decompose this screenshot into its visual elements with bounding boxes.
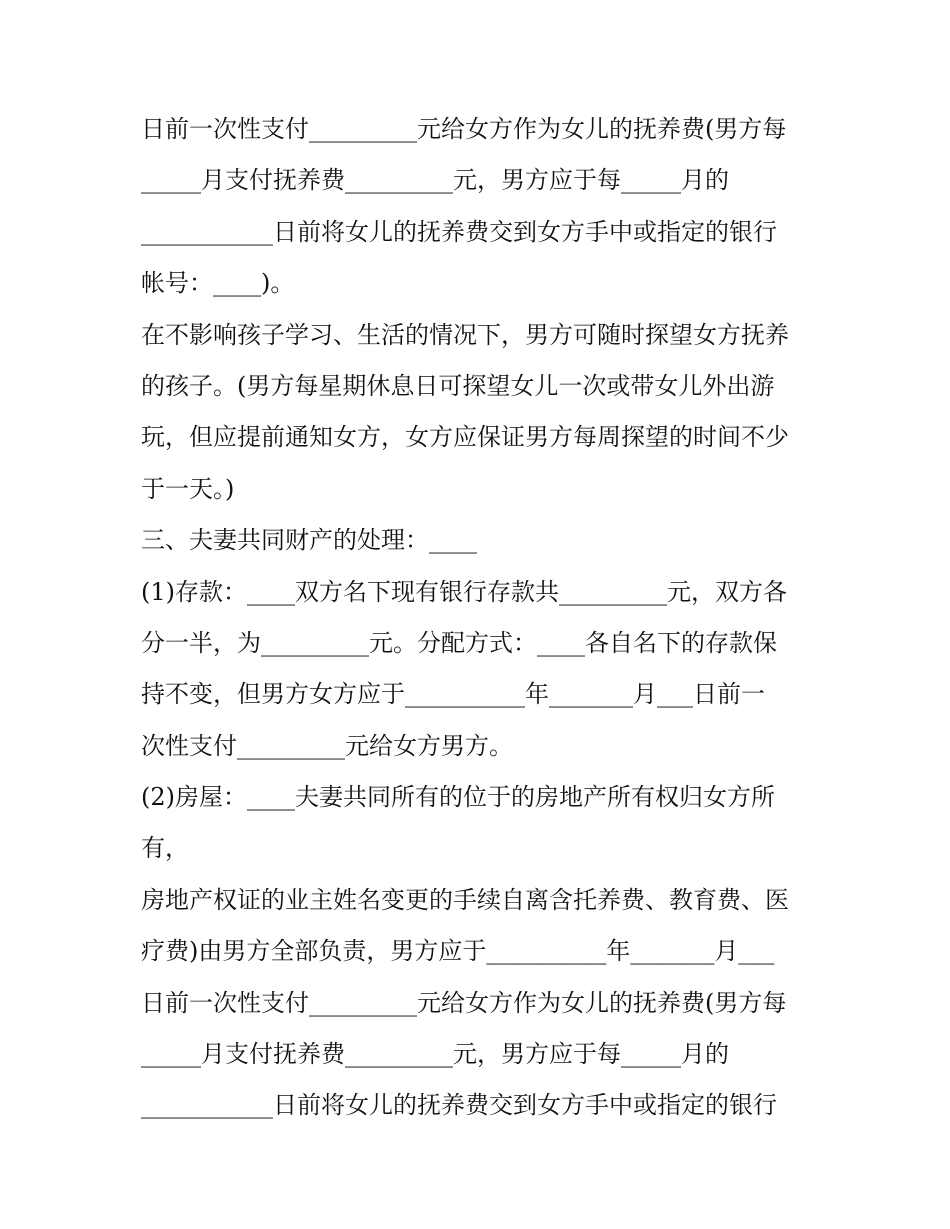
text-line: ___________日前将女儿的抚养费交到女方手中或指定的银行	[141, 217, 777, 246]
text-line: (2)房屋：____夫妻共同所有的位于的房地产所有权归女方所	[141, 783, 775, 812]
text-line: (1)存款：____双方名下现有银行存款共_________元，双方各	[141, 577, 787, 606]
text-line: _____月支付抚养费_________元，男方应于每_____月的	[141, 1040, 729, 1069]
text-line: 疗费)由男方全部负责，男方应于__________年_______月___	[141, 937, 775, 966]
text-line: 日前一次性支付_________元给女方作为女儿的抚养费(男方每	[141, 115, 787, 143]
text-line: 的孩子。(男方每星期休息日可探望女儿一次或带女儿外出游	[141, 371, 775, 400]
text-line: 房地产权证的业主姓名变更的手续自离含托养费、教育费、医	[141, 885, 789, 914]
text-line: 持不变，但男方女方应于__________年_______月___日前一	[141, 680, 765, 709]
text-line: 玩，但应提前通知女方，女方应保证男方每周探望的时间不少	[141, 423, 789, 452]
text-line: _____月支付抚养费_________元，男方应于每_____月的	[141, 166, 729, 195]
section-heading: 三、夫妻共同财产的处理：____	[141, 526, 477, 555]
document-body	[141, 104, 821, 1132]
text-line: 帐号：____)。	[141, 269, 295, 298]
text-line: 有，	[141, 834, 189, 863]
text-line: 在不影响孩子学习、生活的情况下，男方可随时探望女方抚养	[141, 320, 789, 349]
text-line: 日前一次性支付_________元给女方作为女儿的抚养费(男方每	[141, 988, 787, 1017]
text-line: ___________日前将女儿的抚养费交到女方手中或指定的银行	[141, 1091, 777, 1120]
text-line: 分一半，为_________元。分配方式：____各自名下的存款保	[141, 628, 777, 657]
text-line: 于一天。)	[141, 474, 235, 503]
text-line: 次性支付_________元给女方男方。	[141, 731, 513, 760]
